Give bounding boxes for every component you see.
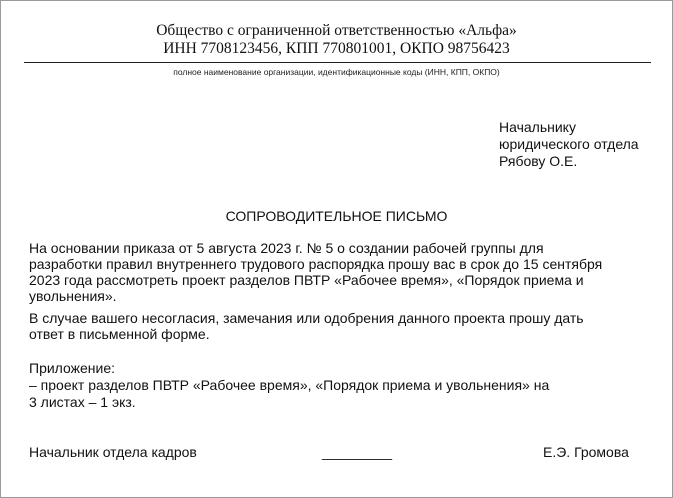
letter-body-line: В случае вашего несогласия, замечания или одобрения данного проекта прошу дать xyxy=(29,310,584,326)
recipient-line-name: Рябову О.Е. xyxy=(499,153,578,169)
organization-codes: ИНН 7708123456, КПП 770801001, ОКПО 98756423 xyxy=(163,40,510,57)
letter-body-line: разработки правил внутреннего трудового распорядка прошу вас в срок до 15 сентября xyxy=(29,256,603,272)
attachment-item: 3 листах – 1 экз. xyxy=(29,394,136,410)
recipient-line-title: Начальнику xyxy=(499,119,576,135)
signer-position: Начальник отдела кадров xyxy=(29,444,197,460)
letter-body-line: 2023 года рассмотреть проект разделов ПВТР «Рабочее время», «Порядок приема и xyxy=(29,272,584,288)
recipient-line-department: юридического отдела xyxy=(499,136,639,152)
header-caption: полное наименование организации, идентификационные коды (ИНН, КПП, ОКПО) xyxy=(173,67,500,77)
letter-body-line: ответ в письменной форме. xyxy=(29,326,210,342)
attachment-item: – проект разделов ПВТР «Рабочее время», «Порядок приема и увольнения» на xyxy=(29,377,550,393)
letter-title: СОПРОВОДИТЕЛЬНОЕ ПИСЬМО xyxy=(225,208,448,224)
attachment-heading: Приложение: xyxy=(29,360,116,376)
organization-name: Общество с ограниченной ответственностью «Альфа» xyxy=(156,22,517,39)
signer-name: Е.Э. Громова xyxy=(543,444,629,460)
letter-body-line: увольнения». xyxy=(29,288,117,304)
header-divider xyxy=(24,62,651,63)
recipient-block xyxy=(499,119,639,170)
letter-body-line: На основании приказа от 5 августа 2023 г. № 5 о создании рабочей группы для xyxy=(29,240,544,256)
signature-line: _________ xyxy=(322,444,393,460)
